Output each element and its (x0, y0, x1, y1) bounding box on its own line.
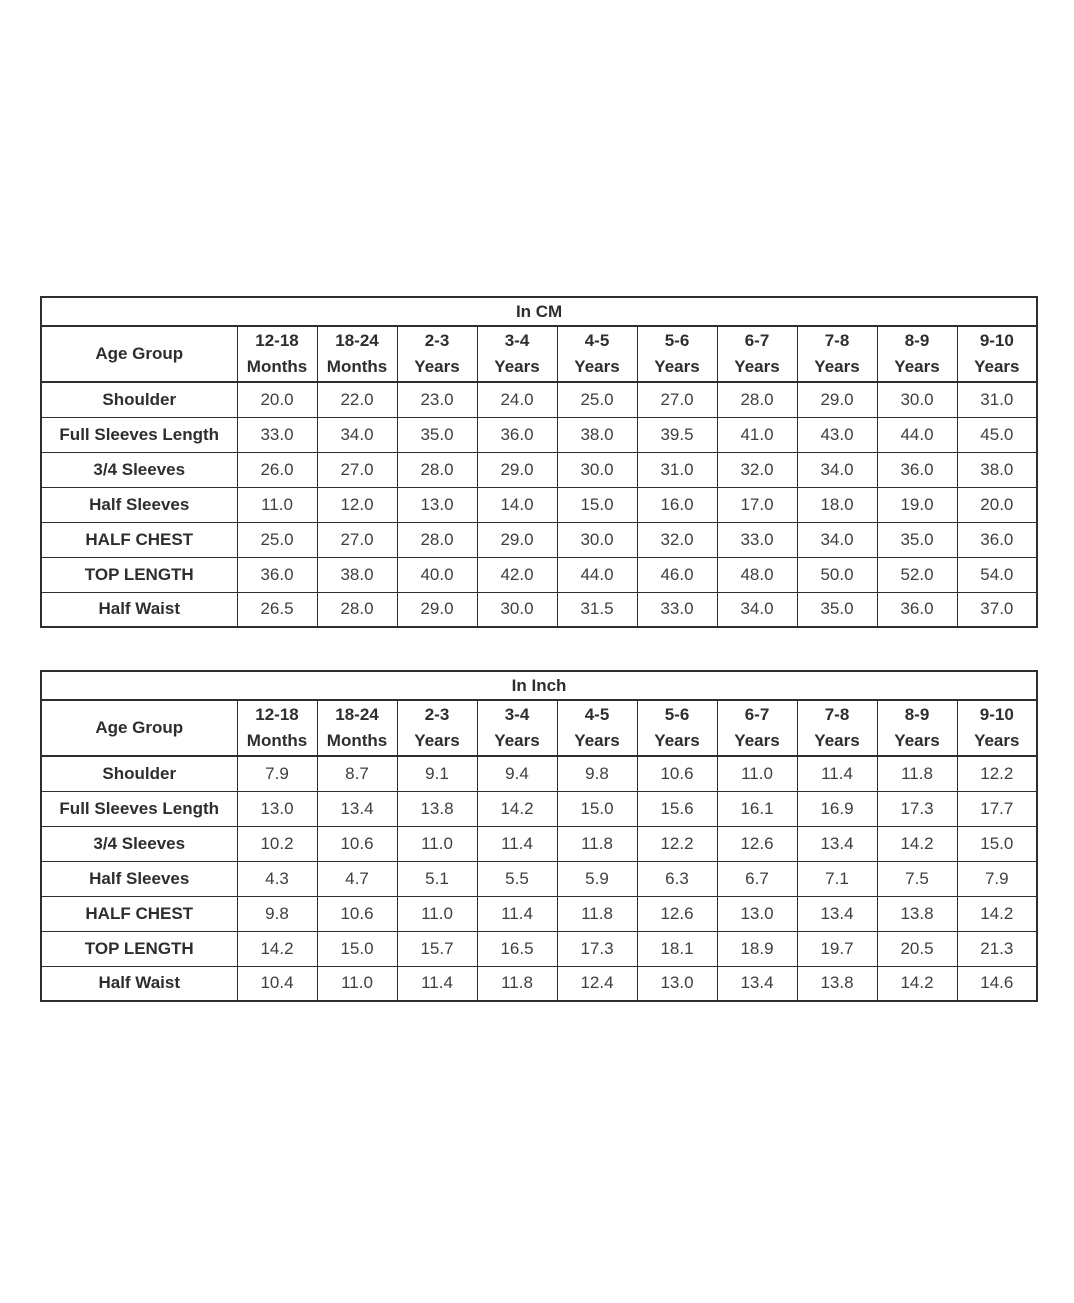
measurement-value: 33.0 (717, 522, 797, 557)
measurement-value: 30.0 (877, 382, 957, 417)
measurement-value: 16.0 (637, 487, 717, 522)
measurement-value: 4.3 (237, 861, 317, 896)
measurement-value: 44.0 (877, 417, 957, 452)
measurement-value: 21.3 (957, 931, 1037, 966)
measurement-value: 18.0 (797, 487, 877, 522)
measurement-row (41, 896, 1037, 931)
measurement-value: 36.0 (877, 592, 957, 627)
measurement-value: 7.9 (957, 861, 1037, 896)
measurement-value: 32.0 (717, 452, 797, 487)
age-unit-text: Years (574, 357, 620, 376)
measurement-value: 30.0 (557, 522, 637, 557)
age-column-header (717, 700, 797, 756)
measurement-value: 41.0 (717, 417, 797, 452)
age-range-text: 3-4 (504, 330, 530, 350)
measurement-value: 36.0 (237, 557, 317, 592)
measurement-value: 11.4 (477, 826, 557, 861)
age-unit-text: Years (734, 357, 780, 376)
age-unit-text: Years (494, 357, 540, 376)
age-range-text: 8-9 (904, 330, 930, 350)
age-column-header (397, 700, 477, 756)
measurement-value: 27.0 (317, 522, 397, 557)
measurement-value: 18.1 (637, 931, 717, 966)
measurement-row (41, 522, 1037, 557)
measurement-value: 13.4 (797, 896, 877, 931)
size-table-cm (40, 296, 1038, 628)
measurement-value: 9.8 (557, 756, 637, 791)
measurement-label: Full Sleeves Length (41, 417, 237, 452)
measurement-label: Shoulder (41, 756, 237, 791)
measurement-label: 3/4 Sleeves (41, 826, 237, 861)
measurement-value: 38.0 (957, 452, 1037, 487)
age-range-text: 6-7 (744, 704, 770, 724)
age-unit-text: Months (246, 731, 308, 750)
measurement-value: 13.0 (237, 791, 317, 826)
measurement-value: 9.1 (397, 756, 477, 791)
measurement-row (41, 487, 1037, 522)
age-range-text: 5-6 (664, 330, 690, 350)
measurement-value: 7.9 (237, 756, 317, 791)
measurement-value: 29.0 (397, 592, 477, 627)
measurement-value: 16.9 (797, 791, 877, 826)
measurement-value: 6.3 (637, 861, 717, 896)
measurement-label: Shoulder (41, 382, 237, 417)
measurement-value: 13.4 (717, 966, 797, 1001)
measurement-value: 20.0 (237, 382, 317, 417)
age-column-header (877, 700, 957, 756)
age-range-text: 12-18 (255, 330, 299, 350)
measurement-value: 30.0 (557, 452, 637, 487)
measurement-value: 13.4 (797, 826, 877, 861)
measurement-value: 32.0 (637, 522, 717, 557)
measurement-value: 17.0 (717, 487, 797, 522)
measurement-value: 26.5 (237, 592, 317, 627)
measurement-value: 40.0 (397, 557, 477, 592)
measurement-value: 26.0 (237, 452, 317, 487)
measurement-value: 14.2 (237, 931, 317, 966)
measurement-value: 13.0 (717, 896, 797, 931)
measurement-value: 16.5 (477, 931, 557, 966)
age-column-header (477, 326, 557, 382)
age-range-text: 2-3 (424, 704, 450, 724)
age-unit-text: Years (894, 357, 940, 376)
measurement-value: 45.0 (957, 417, 1037, 452)
measurement-value: 31.5 (557, 592, 637, 627)
measurement-value: 13.8 (877, 896, 957, 931)
measurement-value: 28.0 (717, 382, 797, 417)
measurement-value: 24.0 (477, 382, 557, 417)
measurement-value: 31.0 (637, 452, 717, 487)
age-range-text: 9-10 (979, 704, 1014, 724)
table-header-row (41, 326, 1037, 382)
measurement-value: 15.7 (397, 931, 477, 966)
measurement-value: 15.0 (557, 791, 637, 826)
age-column-header (797, 326, 877, 382)
measurement-value: 20.5 (877, 931, 957, 966)
measurement-label: Half Sleeves (41, 861, 237, 896)
age-range-text: 3-4 (504, 704, 530, 724)
measurement-value: 38.0 (557, 417, 637, 452)
measurement-label: HALF CHEST (41, 896, 237, 931)
measurement-value: 36.0 (957, 522, 1037, 557)
measurement-value: 37.0 (957, 592, 1037, 627)
measurement-value: 28.0 (397, 452, 477, 487)
measurement-value: 35.0 (797, 592, 877, 627)
measurement-value: 7.5 (877, 861, 957, 896)
measurement-row (41, 791, 1037, 826)
measurement-value: 15.6 (637, 791, 717, 826)
measurement-value: 34.0 (797, 452, 877, 487)
age-range-text: 18-24 (335, 330, 379, 350)
age-group-header: Age Group (41, 700, 237, 756)
age-unit-text: Years (654, 357, 700, 376)
measurement-value: 9.4 (477, 756, 557, 791)
measurement-label: TOP LENGTH (41, 557, 237, 592)
measurement-value: 10.6 (317, 826, 397, 861)
measurement-value: 22.0 (317, 382, 397, 417)
measurement-label: HALF CHEST (41, 522, 237, 557)
measurement-value: 12.6 (717, 826, 797, 861)
measurement-value: 14.2 (957, 896, 1037, 931)
table-title-row (41, 671, 1037, 700)
measurement-value: 6.7 (717, 861, 797, 896)
measurement-value: 33.0 (237, 417, 317, 452)
age-range-text: 4-5 (584, 704, 610, 724)
measurement-label: Half Sleeves (41, 487, 237, 522)
measurement-value: 48.0 (717, 557, 797, 592)
age-unit-text: Years (494, 731, 540, 750)
age-range-text: 7-8 (824, 704, 850, 724)
age-column-header (237, 700, 317, 756)
measurement-value: 14.2 (477, 791, 557, 826)
measurement-value: 11.0 (717, 756, 797, 791)
age-unit-text: Months (326, 731, 388, 750)
age-unit-text: Years (814, 357, 860, 376)
age-unit-text: Years (654, 731, 700, 750)
measurement-value: 44.0 (557, 557, 637, 592)
measurement-value: 12.2 (637, 826, 717, 861)
measurement-value: 11.0 (397, 896, 477, 931)
measurement-value: 5.5 (477, 861, 557, 896)
measurement-value: 7.1 (797, 861, 877, 896)
age-range-text: 8-9 (904, 704, 930, 724)
measurement-value: 11.4 (477, 896, 557, 931)
measurement-value: 29.0 (477, 452, 557, 487)
table-title-inch: In Inch (41, 671, 1037, 700)
age-unit-text: Years (574, 731, 620, 750)
table-title-cm: In CM (41, 297, 1037, 326)
measurement-label: 3/4 Sleeves (41, 452, 237, 487)
measurement-value: 13.8 (397, 791, 477, 826)
measurement-row (41, 861, 1037, 896)
age-range-text: 2-3 (424, 330, 450, 350)
age-column-header (317, 326, 397, 382)
measurement-value: 16.1 (717, 791, 797, 826)
measurement-row (41, 557, 1037, 592)
measurement-value: 14.2 (877, 826, 957, 861)
measurement-value: 10.2 (237, 826, 317, 861)
age-column-header (317, 700, 397, 756)
age-range-text: 7-8 (824, 330, 850, 350)
measurement-value: 14.0 (477, 487, 557, 522)
measurement-value: 10.4 (237, 966, 317, 1001)
table-title-row (41, 297, 1037, 326)
measurement-value: 20.0 (957, 487, 1037, 522)
measurement-value: 11.8 (557, 826, 637, 861)
measurement-value: 23.0 (397, 382, 477, 417)
measurement-value: 31.0 (957, 382, 1037, 417)
measurement-value: 5.1 (397, 861, 477, 896)
measurement-value: 29.0 (797, 382, 877, 417)
age-column-header (557, 326, 637, 382)
age-unit-text: Months (246, 357, 308, 376)
age-group-header: Age Group (41, 326, 237, 382)
measurement-value: 11.0 (397, 826, 477, 861)
measurement-value: 50.0 (797, 557, 877, 592)
measurement-row (41, 417, 1037, 452)
measurement-value: 12.0 (317, 487, 397, 522)
measurement-row (41, 966, 1037, 1001)
measurement-value: 34.0 (717, 592, 797, 627)
measurement-value: 36.0 (877, 452, 957, 487)
measurement-value: 42.0 (477, 557, 557, 592)
measurement-value: 14.6 (957, 966, 1037, 1001)
measurement-value: 25.0 (237, 522, 317, 557)
measurement-value: 54.0 (957, 557, 1037, 592)
measurement-value: 13.0 (397, 487, 477, 522)
measurement-value: 30.0 (477, 592, 557, 627)
measurement-value: 34.0 (317, 417, 397, 452)
measurement-label: Half Waist (41, 966, 237, 1001)
measurement-value: 35.0 (397, 417, 477, 452)
age-column-header (877, 326, 957, 382)
measurement-value: 29.0 (477, 522, 557, 557)
measurement-value: 15.0 (957, 826, 1037, 861)
age-unit-text: Years (414, 731, 460, 750)
measurement-value: 36.0 (477, 417, 557, 452)
measurement-value: 5.9 (557, 861, 637, 896)
age-range-text: 12-18 (255, 704, 299, 724)
measurement-value: 11.8 (557, 896, 637, 931)
table-header-row (41, 700, 1037, 756)
measurement-value: 33.0 (637, 592, 717, 627)
age-unit-text: Years (974, 357, 1020, 376)
measurement-value: 8.7 (317, 756, 397, 791)
measurement-label: Half Waist (41, 592, 237, 627)
measurement-value: 17.3 (877, 791, 957, 826)
measurement-value: 19.7 (797, 931, 877, 966)
measurement-value: 34.0 (797, 522, 877, 557)
measurement-value: 11.0 (317, 966, 397, 1001)
measurement-value: 12.2 (957, 756, 1037, 791)
measurement-row (41, 826, 1037, 861)
measurement-value: 13.4 (317, 791, 397, 826)
age-column-header (237, 326, 317, 382)
measurement-value: 11.8 (477, 966, 557, 1001)
size-table-inch (40, 670, 1038, 1002)
age-unit-text: Years (734, 731, 780, 750)
measurement-row (41, 756, 1037, 791)
age-column-header (797, 700, 877, 756)
measurement-value: 13.0 (637, 966, 717, 1001)
age-range-text: 18-24 (335, 704, 379, 724)
measurement-value: 15.0 (557, 487, 637, 522)
measurement-value: 43.0 (797, 417, 877, 452)
measurement-row (41, 452, 1037, 487)
age-column-header (477, 700, 557, 756)
measurement-value: 19.0 (877, 487, 957, 522)
measurement-row (41, 382, 1037, 417)
measurement-value: 46.0 (637, 557, 717, 592)
measurement-value: 27.0 (317, 452, 397, 487)
measurement-value: 25.0 (557, 382, 637, 417)
measurement-value: 28.0 (317, 592, 397, 627)
age-range-text: 4-5 (584, 330, 610, 350)
age-range-text: 5-6 (664, 704, 690, 724)
measurement-value: 11.8 (877, 756, 957, 791)
age-column-header (957, 700, 1037, 756)
measurement-value: 11.4 (797, 756, 877, 791)
size-chart-page (40, 296, 1037, 1002)
age-unit-text: Months (326, 357, 388, 376)
measurement-value: 13.8 (797, 966, 877, 1001)
measurement-value: 15.0 (317, 931, 397, 966)
age-range-text: 6-7 (744, 330, 770, 350)
age-range-text: 9-10 (979, 330, 1014, 350)
measurement-value: 11.4 (397, 966, 477, 1001)
measurement-row (41, 931, 1037, 966)
measurement-value: 17.3 (557, 931, 637, 966)
age-unit-text: Years (814, 731, 860, 750)
measurement-value: 39.5 (637, 417, 717, 452)
age-column-header (957, 326, 1037, 382)
age-column-header (637, 700, 717, 756)
measurement-row (41, 592, 1037, 627)
age-unit-text: Years (894, 731, 940, 750)
age-unit-text: Years (414, 357, 460, 376)
age-unit-text: Years (974, 731, 1020, 750)
measurement-value: 11.0 (237, 487, 317, 522)
age-column-header (397, 326, 477, 382)
measurement-value: 14.2 (877, 966, 957, 1001)
measurement-value: 17.7 (957, 791, 1037, 826)
measurement-value: 12.6 (637, 896, 717, 931)
measurement-value: 38.0 (317, 557, 397, 592)
measurement-value: 10.6 (317, 896, 397, 931)
measurement-label: TOP LENGTH (41, 931, 237, 966)
measurement-label: Full Sleeves Length (41, 791, 237, 826)
measurement-value: 35.0 (877, 522, 957, 557)
measurement-value: 28.0 (397, 522, 477, 557)
measurement-value: 52.0 (877, 557, 957, 592)
measurement-value: 9.8 (237, 896, 317, 931)
age-column-header (717, 326, 797, 382)
measurement-value: 12.4 (557, 966, 637, 1001)
measurement-value: 4.7 (317, 861, 397, 896)
measurement-value: 18.9 (717, 931, 797, 966)
age-column-header (557, 700, 637, 756)
age-column-header (637, 326, 717, 382)
measurement-value: 10.6 (637, 756, 717, 791)
measurement-value: 27.0 (637, 382, 717, 417)
